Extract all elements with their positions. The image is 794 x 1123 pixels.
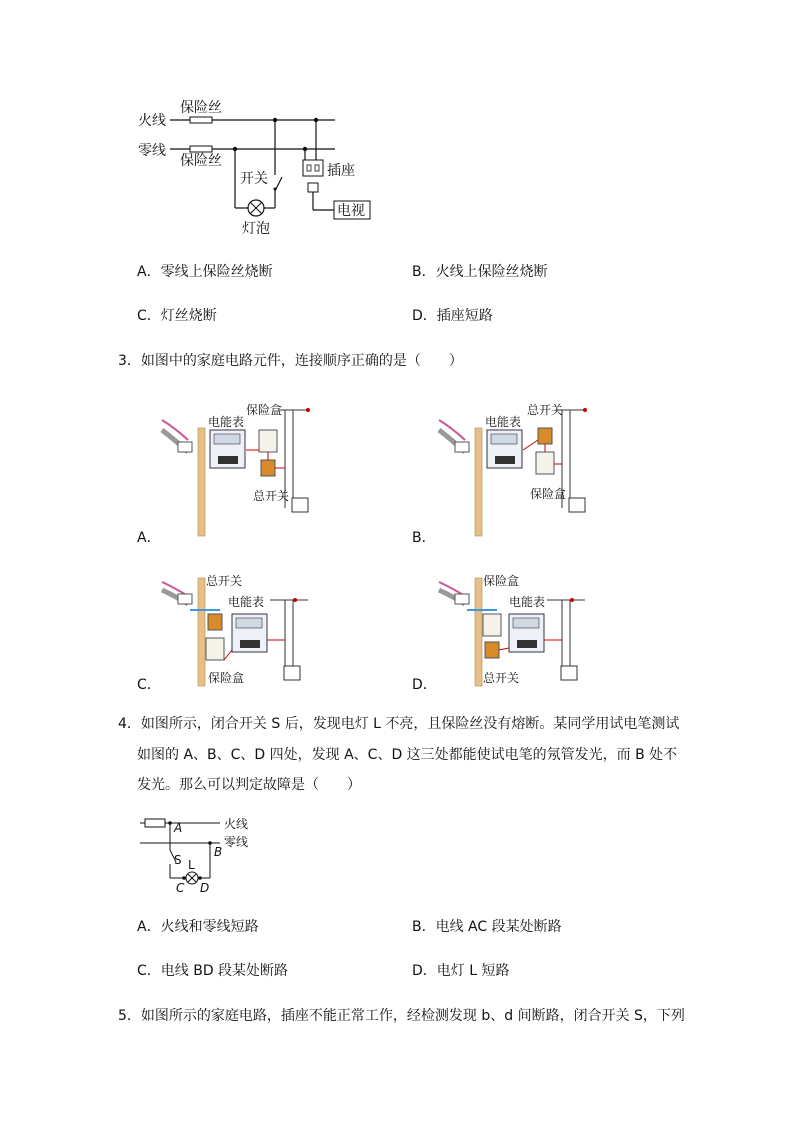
fuse-icon xyxy=(145,819,165,827)
point-d-label: D xyxy=(200,881,210,895)
point-a-label: A xyxy=(174,821,183,835)
q4-live-label: 火线 xyxy=(224,817,249,831)
main-switch-icon xyxy=(208,614,222,630)
fusebox-icon xyxy=(536,452,554,474)
fusebox-label: 保险盒 xyxy=(530,487,567,501)
q4-neutral-label: 零线 xyxy=(224,835,249,849)
live-wire-label: 火线 xyxy=(138,113,166,129)
meter-label: 电能表 xyxy=(485,415,522,429)
plug-icon xyxy=(308,183,318,192)
outlet-icon xyxy=(569,498,585,512)
q2-option-d[interactable]: D．插座短路 xyxy=(412,308,493,324)
main-switch-label: 总开关 xyxy=(206,574,243,588)
q2-option-c[interactable]: C．灯丝烧断 xyxy=(137,308,217,324)
main-switch-label: 总开关 xyxy=(253,489,290,503)
fuse-live-label: 保险丝 xyxy=(180,100,222,116)
q3-diagram-c xyxy=(160,570,320,690)
q4-option-b[interactable]: B．电线 AC 段某处断路 xyxy=(412,919,562,935)
q4-option-d[interactable]: D．电灯 L 短路 xyxy=(412,963,510,979)
q3-option-d[interactable]: D． xyxy=(412,677,437,693)
q4-option-c[interactable]: C．电线 BD 段某处断路 xyxy=(137,963,289,979)
fusebox-icon xyxy=(483,614,501,636)
neutral-wire-label: 零线 xyxy=(138,143,166,159)
q3-diagram-b xyxy=(437,400,597,540)
meter-label: 电能表 xyxy=(509,595,546,609)
fuse-neutral xyxy=(190,146,212,152)
q4-stem-line3: 发光。那么可以判定故障是（ ） xyxy=(137,777,361,793)
point-b-label: B xyxy=(214,845,223,859)
main-switch-icon xyxy=(261,460,275,476)
fusebox-icon xyxy=(259,430,277,452)
meter-label: 电能表 xyxy=(208,415,245,429)
fusebox-icon xyxy=(206,638,224,660)
main-switch-icon xyxy=(538,428,552,444)
q4-circuit-figure xyxy=(140,812,270,897)
switch-s-label: S xyxy=(174,853,182,867)
switch-label: 开关 xyxy=(240,171,268,187)
outlet-icon xyxy=(284,666,300,680)
household-circuit-figure xyxy=(130,95,390,245)
q3-option-b[interactable]: B． xyxy=(412,530,436,546)
q3-stem: 3．如图中的家庭电路元件，连接顺序正确的是（ ） xyxy=(118,353,463,369)
main-switch-label: 总开关 xyxy=(527,403,564,417)
q3-option-a[interactable]: A． xyxy=(137,530,161,546)
q4-stem-line2: 如图的 A、B、C、D 四处，发现 A、C、D 这三处都能使试电笔的氖管发光，而 B 处不 xyxy=(137,747,678,763)
q5-stem-line1: 5．如图所示的家庭电路，插座不能正常工作，经检测发现 b、d 间断路，闭合开关 S，下列 xyxy=(118,1008,685,1024)
q2-option-b[interactable]: B．火线上保险丝烧断 xyxy=(412,264,548,280)
bulb-label: 灯泡 xyxy=(242,221,270,237)
fusebox-label: 保险盒 xyxy=(208,671,245,685)
fuse-live xyxy=(190,117,212,123)
point-c-label: C xyxy=(176,881,185,895)
fusebox-label: 保险盒 xyxy=(483,574,520,588)
outlet-icon xyxy=(561,666,577,680)
tv-label: 电视 xyxy=(337,203,365,219)
fuse-neutral-label: 保险丝 xyxy=(180,153,222,169)
q3-diagram-d xyxy=(437,570,597,690)
main-switch-icon xyxy=(485,642,499,658)
socket-icon xyxy=(303,160,323,176)
fusebox-label: 保险盒 xyxy=(246,403,283,417)
q3-option-c[interactable]: C． xyxy=(137,677,161,693)
socket-label: 插座 xyxy=(327,163,355,179)
lamp-l-label: L xyxy=(188,858,195,872)
meter-label: 电能表 xyxy=(228,595,265,609)
q4-stem-line1: 4．如图所示，闭合开关 S 后，发现电灯 L 不亮，且保险丝没有熔断。某同学用试电笔测试 xyxy=(118,716,680,732)
q3-diagram-a xyxy=(160,400,320,540)
q2-option-a[interactable]: A．零线上保险丝烧断 xyxy=(137,264,273,280)
main-switch-label: 总开关 xyxy=(483,671,520,685)
q4-option-a[interactable]: A．火线和零线短路 xyxy=(137,919,259,935)
outlet-icon xyxy=(292,498,308,512)
